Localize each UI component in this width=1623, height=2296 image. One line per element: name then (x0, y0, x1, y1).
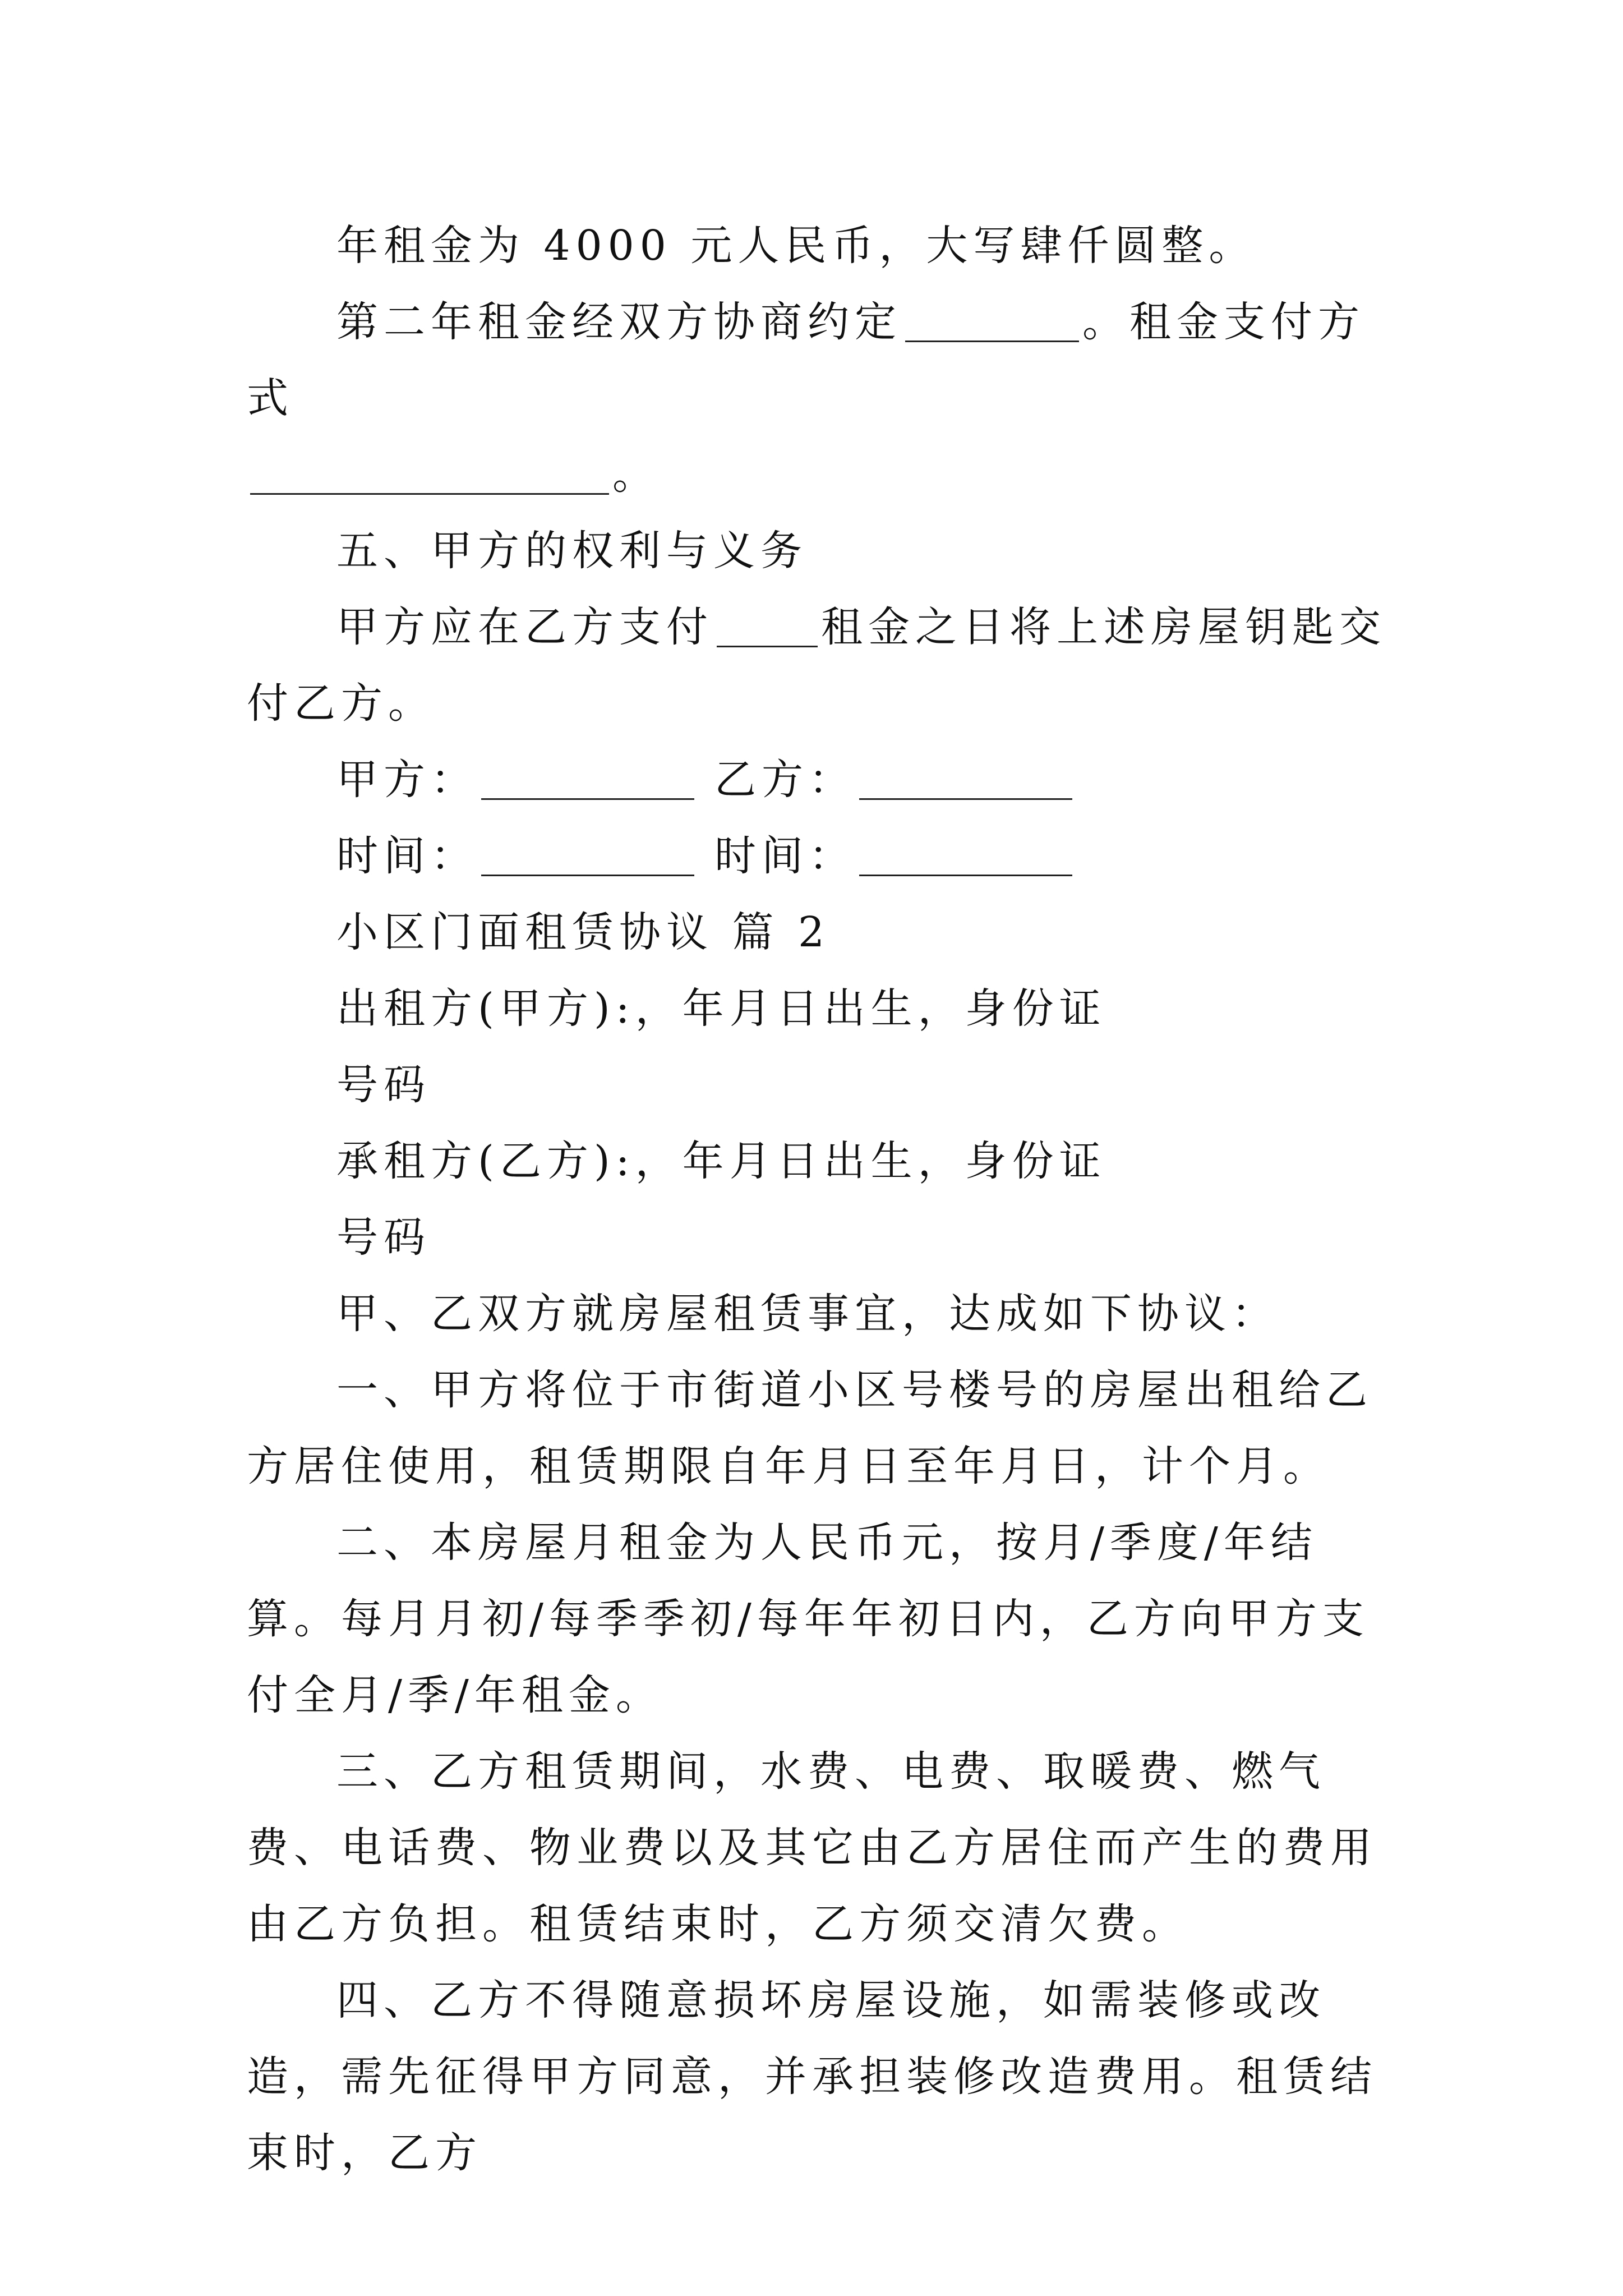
clause-1: 一、甲方将位于市街道小区号楼号的房屋出租给乙方居住使用，租赁期限自年月日至年月日，计个月。 (247, 1366, 1373, 1490)
signature-row: 甲方： 乙方： (247, 742, 1391, 818)
date-row: 时间： 时间： (247, 818, 1391, 894)
document-body (247, 208, 1391, 2191)
blank-field (481, 757, 694, 800)
blank-field (481, 833, 694, 876)
rent-amount-line: 年租金为 4000 元人民币，大写肆仟圆整。 (336, 222, 1256, 270)
intro-paragraph: 甲、乙双方就房屋租赁事宜，达成如下协议： (336, 1290, 1279, 1338)
second-year-rent-line: 第二年租金经双方协商约定 。租金支付方式 (247, 298, 1365, 422)
clause-4: 四、乙方不得随意损坏房屋设施，如需装修或改造，需先征得甲方同意，并承担装修改造费用。租赁结束时，乙方 (247, 1976, 1377, 2177)
blank-field (859, 833, 1072, 876)
section-heading: 五、甲方的权利与义务 (336, 527, 808, 575)
blank-field (905, 299, 1079, 342)
lessee-id-line: 号码 (336, 1213, 431, 1262)
lessor-line: 出租方(甲方):，年月日出生，身份证 (336, 984, 1106, 1033)
clause-2: 二、本房屋月租金为人民币元，按月/季度/年结算。每月月初/每季季初/每年年初日内，乙方向甲方支付全月/季/年租金。 (247, 1519, 1370, 1719)
lessee-line: 承租方(乙方):，年月日出生，身份证 (336, 1137, 1106, 1185)
blank-field (859, 757, 1072, 800)
agreement-title: 小区门面租赁协议 篇 2 (336, 908, 831, 956)
clause-3: 三、乙方租赁期间，水费、电费、取暖费、燃气费、电话费、物业费以及其它由乙方居住而产生的费用由乙方负担。租赁结束时，乙方须交清欠费。 (247, 1747, 1377, 1948)
lessor-id-line: 号码 (336, 1061, 431, 1109)
blank-field (717, 604, 818, 647)
key-delivery-clause: 甲方应在乙方支付 租金之日将上述房屋钥匙交付乙方。 (247, 603, 1386, 728)
payment-method-line: 。 (247, 436, 1391, 513)
blank-field (250, 452, 609, 495)
